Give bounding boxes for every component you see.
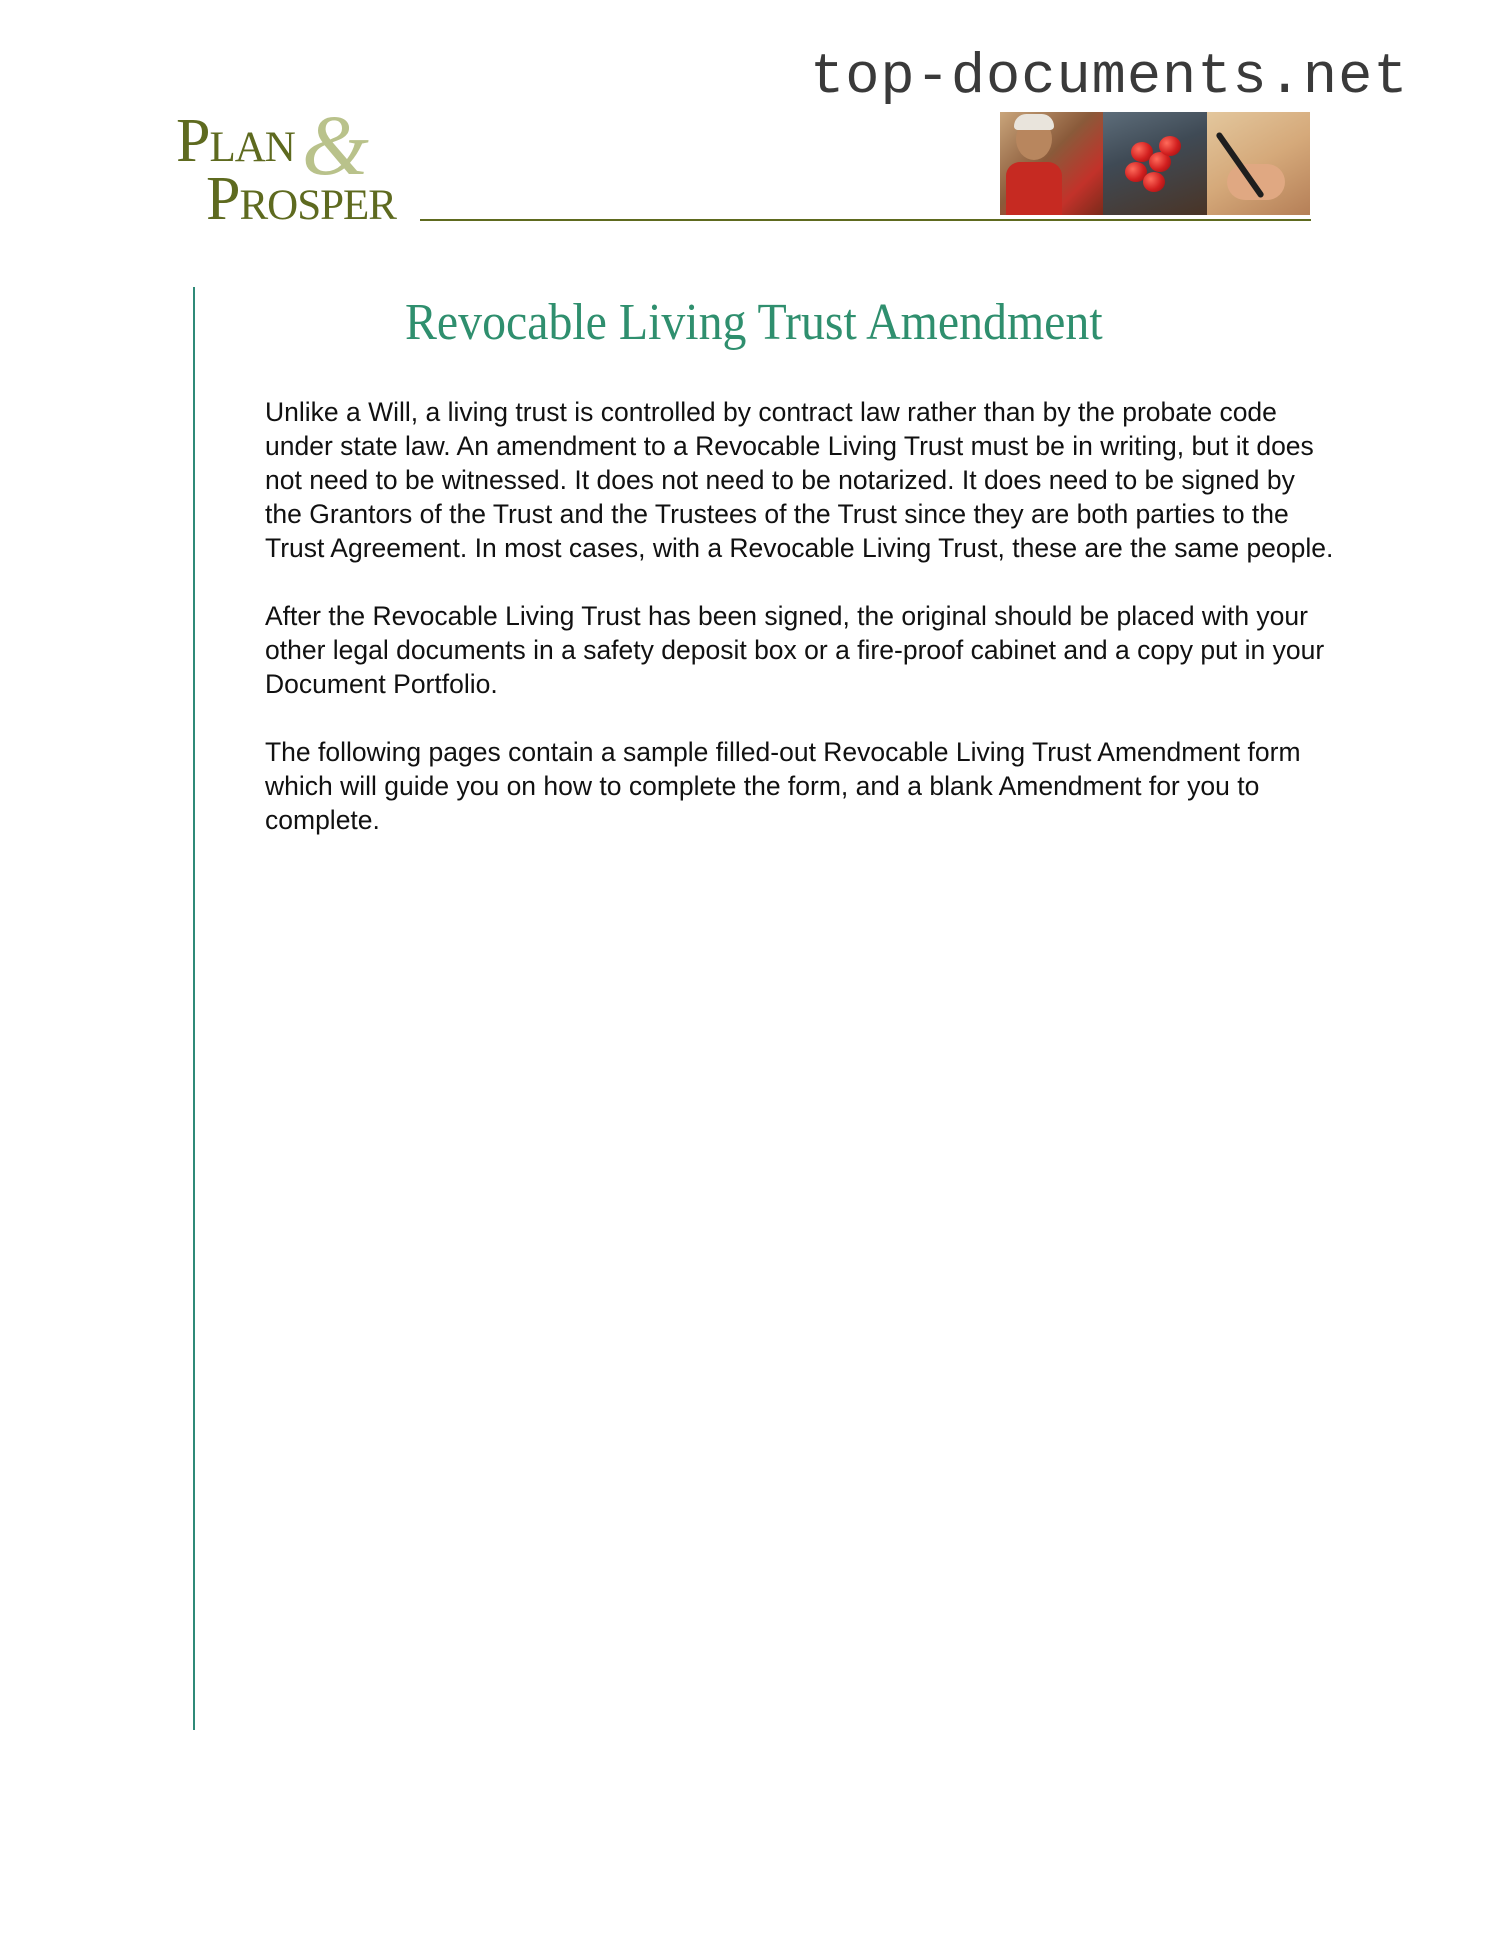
watermark-text: top-documents.net bbox=[810, 46, 1409, 110]
document-title: Revocable Living Trust Amendment bbox=[405, 294, 1103, 351]
header-divider bbox=[420, 219, 1311, 221]
plan-prosper-logo bbox=[176, 97, 436, 233]
paragraph-intro: Unlike a Will, a living trust is controlled by contract law rather than by the probate code under state law. An amendment to a Revocable Living Trust must be in writing, but it does not need to be witnessed. It does not need to be notarized. It does need to be signed by the Grantors of the Trust and the Trustees of the Trust since they are both parties to the Trust Agreement. In most cases, with a Revocable Living Trust, these are the same people. bbox=[265, 397, 1334, 563]
logo-word-prosper: Prosper bbox=[206, 165, 396, 233]
paragraph-following-pages: The following pages contain a sample filled-out Revocable Living Trust Amendment form which will guide you on how to complete the form, and a blank Amendment for you to complete. bbox=[265, 737, 1301, 835]
hands-holding-apples-photo bbox=[1103, 112, 1206, 215]
header-photo-strip bbox=[1000, 112, 1310, 215]
document-body bbox=[265, 395, 1335, 871]
logo-ampersand: & bbox=[302, 97, 369, 193]
hand-writing-signature-photo bbox=[1207, 112, 1310, 215]
logo-word-plan: Plan bbox=[176, 107, 295, 175]
grandparent-with-child-photo bbox=[1000, 112, 1103, 215]
paragraph-storage: After the Revocable Living Trust has been signed, the original should be placed with your other legal documents in a safety deposit box or a fire-proof cabinet and a copy put in your Document Portfolio. bbox=[265, 601, 1325, 699]
left-margin-rule bbox=[193, 287, 195, 1730]
